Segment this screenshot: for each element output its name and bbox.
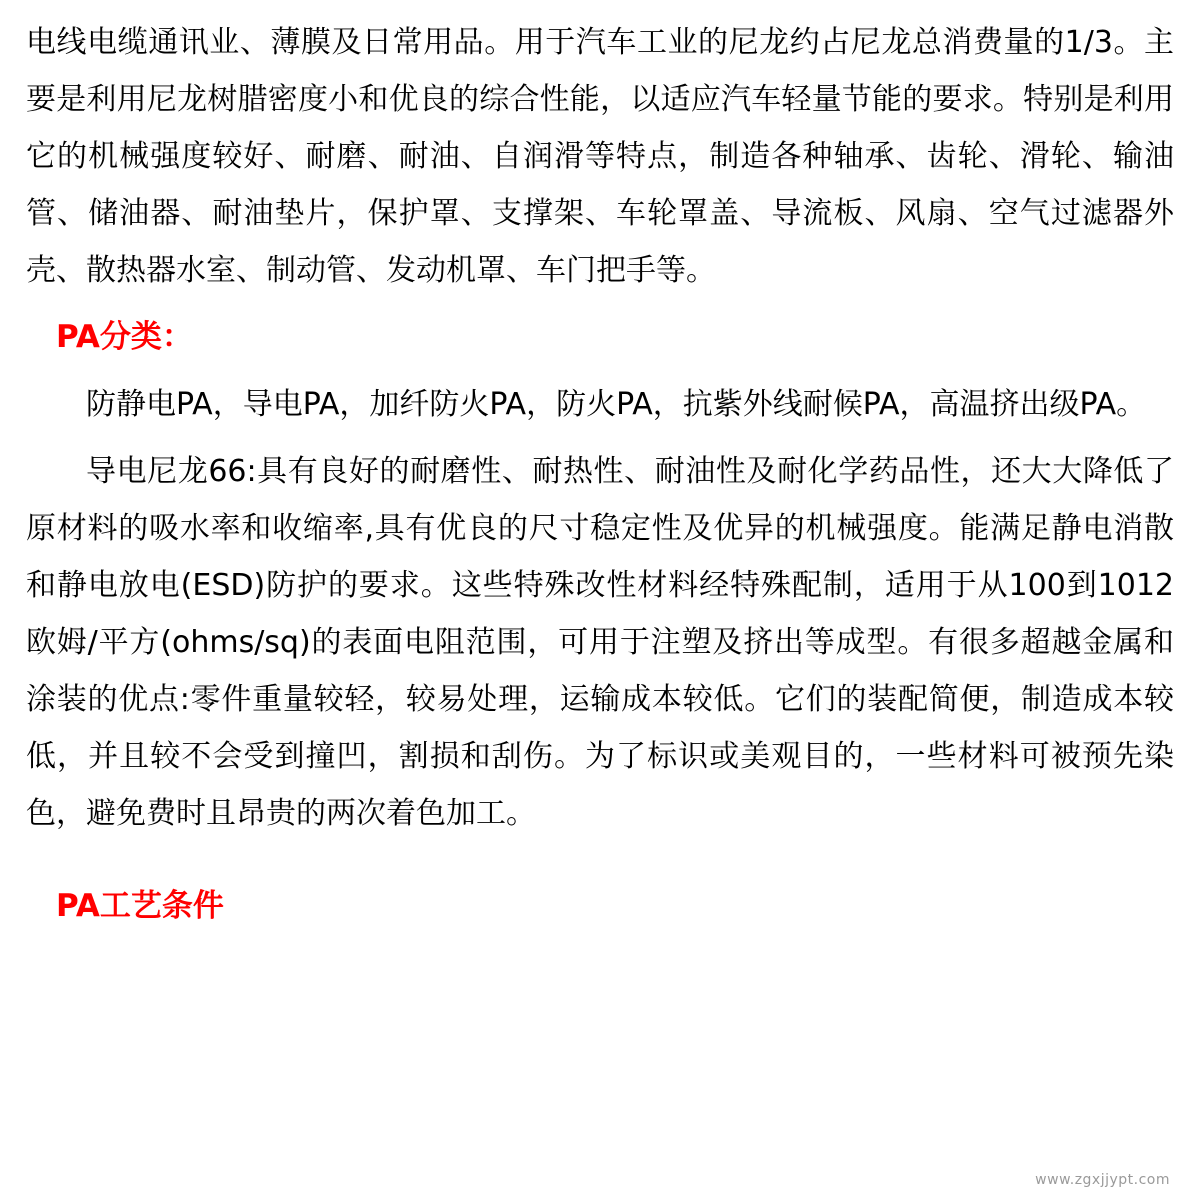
spacer [26,433,1174,443]
paragraph-pa-classification: 防静电PA，导电PA，加纤防火PA，防火PA，抗紫外线耐候PA，高温挤出级PA。 [86,387,1147,422]
spacer [26,366,1174,376]
spacer [26,299,1174,309]
heading-pa-classification: PA分类： [56,319,193,355]
watermark: www.zgxjjypt.com [1035,1172,1170,1188]
paragraph-conductive-nylon66: 导电尼龙66:具有良好的耐磨性、耐热性、耐油性及耐化学药品性，还大大降低了原材料的吸水率和收缩率,具有优良的尺寸稳定性及优异的机械强度。能满足静电消散和静电放电(ESD)防护的要求。这些特殊改性材料经特殊配制，适用于从100到1012欧姆/平方(ohms/sq)的表面电阻范围，可用于注塑及挤出等成型。有很多超越金属和涂装的优点:零件重量较轻，较易处理，运输成本较低。它们的装配简便，制造成本较低，并且较不会受到撞凹，割损和刮伤。为了标识或美观目的，一些材料可被预先染色，避免费时且昂贵的两次着色加工。 [26,454,1174,831]
paragraph-intro: 电线电缆通讯业、薄膜及日常用品。用于汽车工业的尼龙约占尼龙总消费量的1/3。主要是利用尼龙树腊密度小和优良的综合性能，以适应汽车轻量节能的要求。特别是利用它的机械强度较好、耐磨、耐油、自润滑等特点，制造各种轴承、齿轮、滑轮、输油管、储油器、耐油垫片，保护罩、支撑架、车轮罩盖、导流板、风扇、空气过滤器外壳、散热器水室、制动管、发动机罩、车门把手等。 [26,25,1174,288]
spacer [26,842,1174,878]
heading-pa-process-conditions: PA工艺条件 [56,888,224,924]
